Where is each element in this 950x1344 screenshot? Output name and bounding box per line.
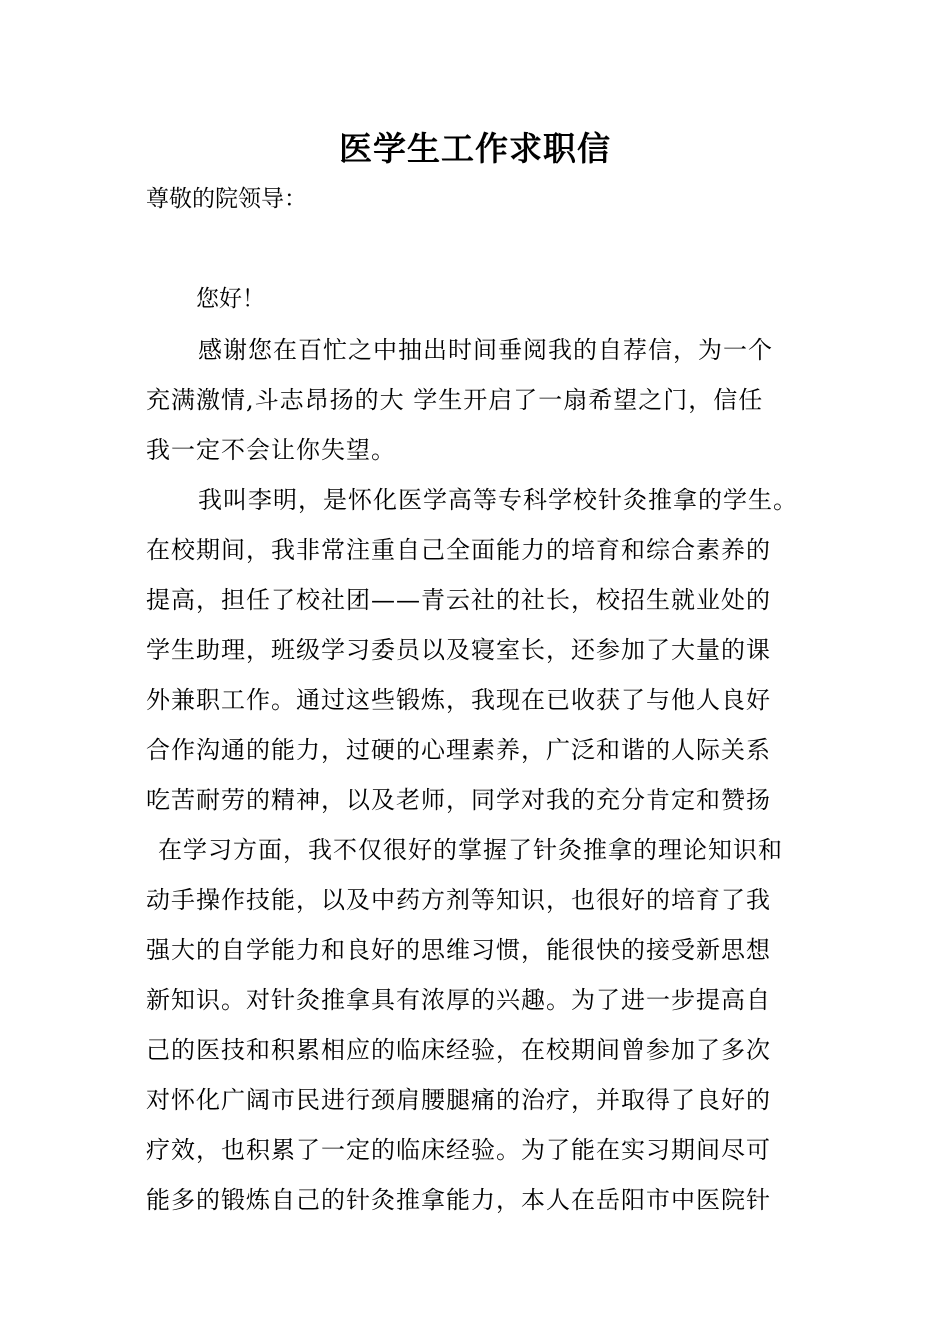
body-line: 在校期间，我非常注重自己全面能力的培育和综合素养的 [146, 536, 771, 564]
greeting: 您好！ [196, 286, 265, 312]
body-line: 吃苦耐劳的精神，以及老师，同学对我的充分肯定和赞扬 [146, 786, 771, 814]
body-line: 动手操作技能，以及中药方剂等知识，也很好的培育了我 [146, 886, 771, 914]
body-line: 提高，担任了校社团——青云社的社长，校招生就业处的 [146, 586, 771, 614]
body-line: 己的医技和积累相应的临床经验，在校期间曾参加了多次 [146, 1036, 771, 1064]
body-line: 感谢您在百忙之中抽出时间垂阅我的自荐信，为一个 [198, 336, 773, 364]
body-line: 合作沟通的能力，过硬的心理素养，广泛和谐的人际关系 [146, 736, 771, 764]
body-line: 强大的自学能力和良好的思维习惯，能很快的接受新思想 [146, 936, 771, 964]
body-line: 我一定不会让你失望。 [146, 436, 396, 464]
body-line: 能多的锻炼自己的针灸推拿能力，本人在岳阳市中医院针 [146, 1186, 771, 1214]
salutation: 尊敬的院领导： [146, 186, 307, 212]
body-line: 充满激情,斗志昂扬的大 学生开启了一扇希望之门，信任 [146, 386, 764, 414]
body-line: 疗效，也积累了一定的临床经验。为了能在实习期间尽可 [146, 1136, 771, 1164]
body-line: 在学习方面，我不仅很好的掌握了针灸推拿的理论知识和 [158, 836, 783, 864]
document-title: 医学生工作求职信 [339, 129, 611, 168]
body-line: 新知识。对针灸推拿具有浓厚的兴趣。为了进一步提高自 [146, 986, 771, 1014]
body-line: 对怀化广阔市民进行颈肩腰腿痛的治疗，并取得了良好的 [146, 1086, 771, 1114]
body-line: 学生助理，班级学习委员以及寝室长，还参加了大量的课 [146, 636, 771, 664]
body-line: 外兼职工作。通过这些锻炼，我现在已收获了与他人良好 [146, 686, 771, 714]
body-line: 我叫李明，是怀化医学高等专科学校针灸推拿的学生。 [198, 486, 798, 514]
